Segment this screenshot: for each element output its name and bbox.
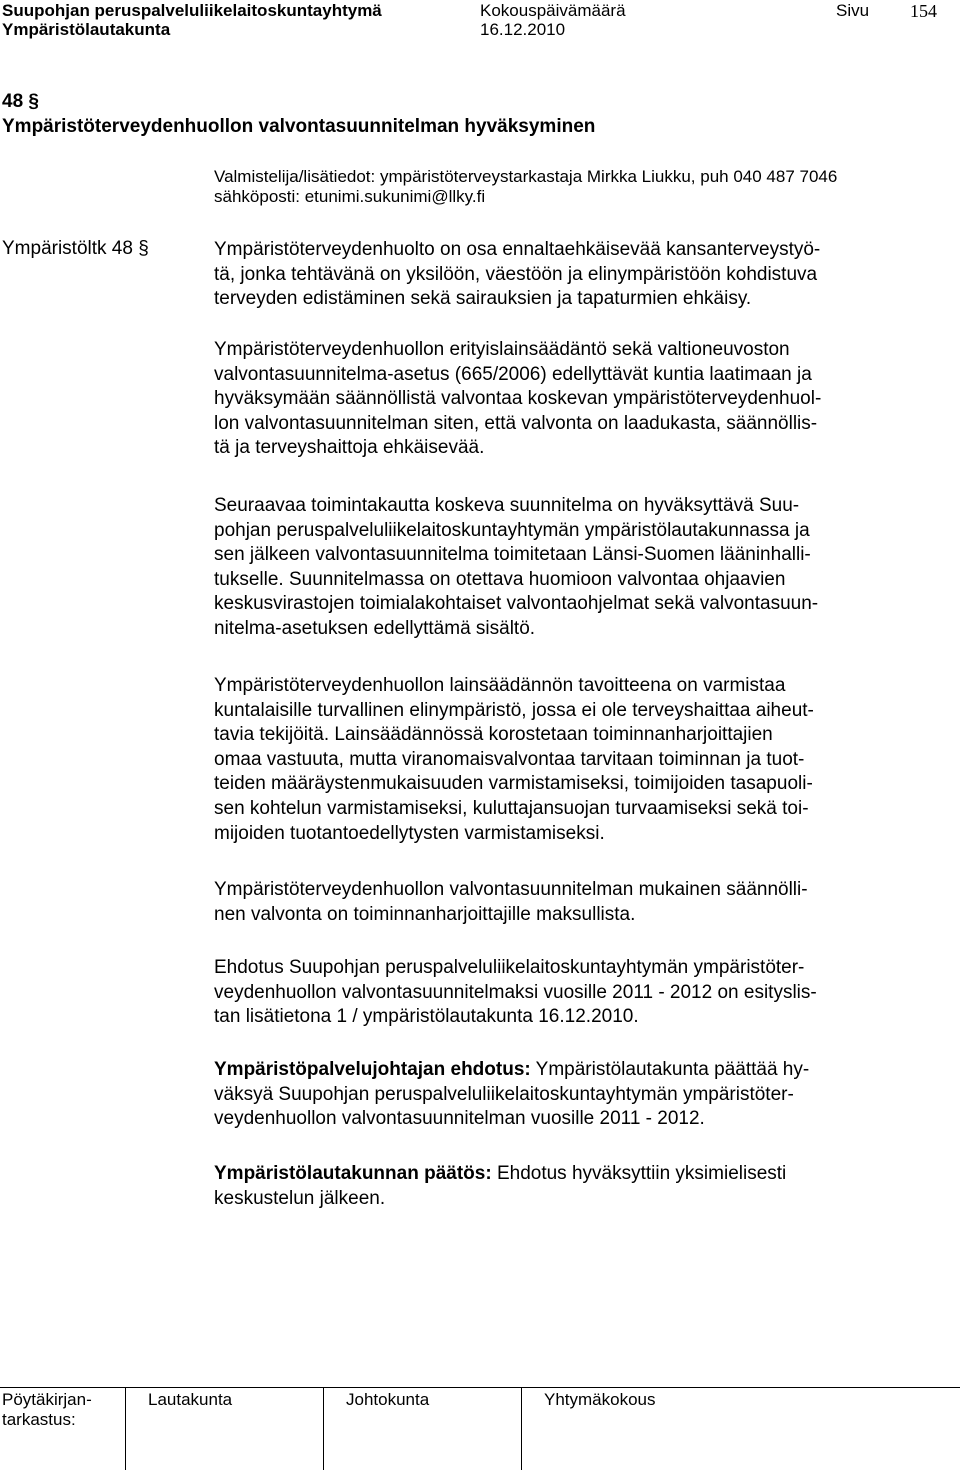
p2-line: hyväksymään säännöllistä valvontaa koskevan ympäristöterveydenhuol- (214, 388, 822, 410)
header-committee: Ympäristölautakunta (2, 20, 171, 39)
p3-line: tukselle. Suunnitelmassa on otettava huomioon valvontaa ohjaavien (214, 568, 786, 590)
p4-line: mijoiden tuotantoedellytysten varmistamiseksi. (214, 822, 605, 844)
footer-board-cell (125, 1388, 343, 1470)
p1-line: Ympäristöterveydenhuolto on osa ennaltaehkäisevää kansanterveystyö- (214, 239, 821, 260)
p2-line: lon valvontasuunnitelman siten, että valvonta on laadukasta, säännöllis- (214, 412, 818, 434)
p1-line: tä, jonka tehtävänä on yksilöön, väestöön ja elinympäristöön kohdistuva (214, 263, 818, 285)
section-number-line (2, 91, 39, 113)
p4-line: sen kohtelun varmistamiseksi, kuluttajansuojan turvaamiseksi sekä toi- (214, 797, 809, 819)
decision-line-1 (214, 1162, 934, 1187)
paragraph-6 (214, 956, 934, 1030)
proposal-line: väksyä Suupohjan peruspalveluliikelaitoskuntayhtymän ympäristöter- (214, 1083, 794, 1105)
footer-executive-label: Johtokunta (346, 1390, 430, 1409)
p4-line: Ympäristöterveydenhuollon lainsäädännön tavoitteena on varmistaa (214, 675, 786, 696)
decision-label: Ympäristölautakunnan päätös: (214, 1163, 492, 1184)
footer-assembly-label: Yhtymäkokous (544, 1390, 656, 1409)
preparer-email: sähköposti: etunimi.sukunimi@llky.fi (214, 187, 486, 206)
p6-line: tan lisätietona 1 / ympäristölautakunta 16.12.2010. (214, 1006, 639, 1028)
p4-line: teiden määräystenmukaisuuden varmistamiseksi, toimijoiden tasapuoli- (214, 773, 813, 795)
footer-assembly-cell (521, 1388, 734, 1470)
paragraph-4 (214, 674, 934, 846)
p3-line: Seuraavaa toimintakautta koskeva suunnitelma on hyväksyttävä Suu- (214, 495, 800, 516)
p3-line: nitelma-asetuksen edellyttämä sisältö. (214, 617, 536, 639)
margin-ref-sign: § (138, 238, 149, 259)
footer-board-label: Lautakunta (148, 1390, 233, 1409)
p4-line: omaa vastuuta, mutta viranomaisvalvontaa tarvitaan toiminnan ja tuot- (214, 748, 805, 770)
header-org: Suupohjan peruspalveluliikelaitoskuntayhtymä (2, 1, 382, 20)
section-title: Ympäristöterveydenhuollon valvontasuunnitelman hyväksyminen (2, 116, 596, 137)
footer-review-cell (0, 1388, 122, 1470)
proposal-line: veydenhuollon valvontasuunnitelman vuosille 2011 - 2012. (214, 1108, 705, 1130)
decision-paragraph (214, 1162, 934, 1211)
p6-line: Ehdotus Suupohjan peruspalveluliikelaitoskuntayhtymän ympäristöter- (214, 957, 805, 978)
p5-line: Ympäristöterveydenhuollon valvontasuunnitelman mukainen säännölli- (214, 879, 808, 900)
proposal-text: Ympäristölautakunta päättää hy- (530, 1059, 810, 1080)
p3-line: pohjan peruspalveluliikelaitoskuntayhtymän ympäristölautakunnassa ja (214, 519, 810, 541)
proposal-line-1 (214, 1058, 934, 1083)
p2-line: tä ja terveyshaittoja ehkäisevää. (214, 437, 485, 459)
p4-line: tavia tekijöitä. Lainsäädännössä korostetaan toiminnanharjoittajien (214, 724, 773, 746)
decision-text: Ehdotus hyväksyttiin yksimielisesti (491, 1163, 787, 1184)
p3-line: sen jälkeen valvontasuunnitelma toimitetaan Länsi-Suomen lääninhalli- (214, 544, 811, 566)
footer-review-line-1: Pöytäkirjan- (2, 1390, 92, 1409)
footer-executive-cell (323, 1388, 541, 1470)
proposal-label: Ympäristöpalvelujohtajan ehdotus: (214, 1059, 531, 1080)
paragraph-2 (214, 338, 934, 461)
p1-line: terveyden edistäminen sekä sairauksien ja tapaturmien ehkäisy. (214, 288, 752, 310)
header-page-number: 154 (910, 1, 937, 21)
header-date: 16.12.2010 (480, 20, 566, 39)
decision-line: keskustelun jälkeen. (214, 1187, 386, 1209)
p2-line: Ympäristöterveydenhuollon erityislainsäädäntö sekä valtioneuvoston (214, 339, 790, 360)
proposal-paragraph (214, 1058, 934, 1132)
p5-line: nen valvonta on toiminnanharjoittajille maksullista. (214, 903, 636, 925)
margin-ref-text: Ympäristöltk 48 (2, 238, 133, 259)
paragraph-3 (214, 494, 934, 642)
paragraph-5 (214, 878, 934, 927)
p3-line: keskusvirastojen toimialakohtaiset valvontaohjelmat sekä valvontasuun- (214, 593, 819, 615)
header-doc-type: Kokouspäivämäärä (480, 1, 626, 20)
margin-reference (2, 238, 149, 260)
section-sign: § (28, 91, 39, 112)
header-page-label: Sivu (836, 1, 870, 20)
preparer-line-1: Valmistelija/lisätiedot: ympäristöterveystarkastaja Mirkka Liukku, puh 040 487 7046 (214, 167, 838, 186)
paragraph-1 (214, 238, 934, 312)
p2-line: valvontasuunnitelma-asetus (665/2006) edellyttävät kuntia laatimaan ja (214, 363, 812, 385)
section-number: 48 (2, 91, 24, 112)
footer-review-line-2: tarkastus: (2, 1410, 76, 1429)
p6-line: veydenhuollon valvontasuunnitelmaksi vuosille 2011 - 2012 on esityslis- (214, 981, 817, 1003)
p4-line: kuntalaisille turvallinen elinympäristö, jossa ei ole terveyshaittaa aiheut- (214, 699, 814, 721)
